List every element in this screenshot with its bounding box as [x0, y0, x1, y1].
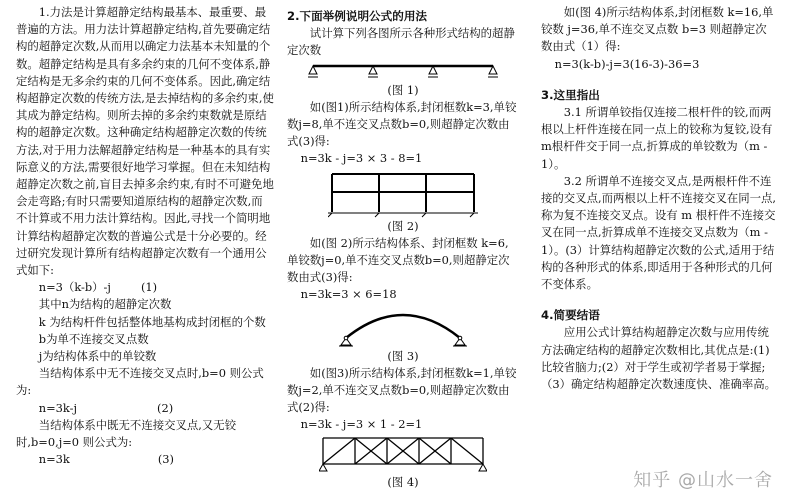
formula-1-text: n=3（k-b）-j	[38, 280, 111, 295]
paragraph-figure-3: 如(图3)所示结构体系,封闭框数k=1,单铰数j=2,单不连交叉点数b=0,则超静定次数由式(2)得:	[287, 365, 517, 415]
definition-j: j为结构体系中的单铰数	[38, 349, 157, 364]
figure-2-multistory-frame	[328, 168, 478, 218]
equation-figure-3: n=3k - j=3 × 1 - 2=1	[300, 417, 423, 432]
column-1	[16, 4, 274, 468]
equation-figure-1: n=3k - j=3 × 3 - 8=1	[300, 151, 423, 166]
paragraph-3-2: 3.2 所谓单不连接交叉点,是两根杆件不连接的交叉点,而两根以上杆不连接交叉在同一点,称为复不连接交叉点。设有 m 根杆件不连接交叉在同一点,折算成单不连接交叉点数为（m - 1）。(3）计算结构超静定次数的公式,适用于结构的各种形式的体系,即适用于各种形式的几何不变体系。	[541, 173, 777, 292]
formula-3-number: (3)	[157, 452, 174, 467]
figure-1-caption: (图 1)	[387, 82, 419, 97]
figure-4-caption: (图 4)	[387, 474, 419, 489]
formula-1	[16, 279, 274, 296]
section-3-heading: 3.这里指出	[541, 87, 600, 102]
formula-1-number: (1)	[140, 280, 158, 295]
column-2	[287, 4, 519, 491]
formula-2	[16, 400, 274, 417]
paragraph-case-b0-j0: 当结构体系中既无不连接交叉点,又无铰时,b=0,j=0 则公式为:	[16, 417, 237, 450]
paragraph-case-b0: 当结构体系中无不连接交叉点时,b=0 则公式为:	[16, 366, 264, 398]
watermark: 知乎 @山水一舍	[633, 470, 773, 491]
paragraph-3-1: 3.1 所谓单铰指仅连接二根杆件的铰,而两根以上杆件连接在同一点上的铰称为复铰,设有m根杆件交于同一点,折算成的单铰数为（m - 1）。	[541, 105, 773, 171]
paragraph-conclusion: 应用公式计算结构超静定次数与应用传统方法确定结构的超静定次数相比,其优点是:(1)比较省脑力;(2）对于学生或初学者易于掌握;（3）确定结构超静定次数速度快、准确率高。	[541, 325, 777, 392]
definition-n: 其中n为结构的超静定次数	[38, 297, 172, 312]
paragraph-figure-2: 如(图 2)所示结构体系、封闭框数 k=6,单铰数j=0,单不连交叉点数b=0,则超静定次数由式(3)得:	[287, 235, 510, 285]
figure-4-truss	[319, 434, 487, 474]
equation-figure-4: n=3(k-b)-j=3(16-3)-36=3	[554, 56, 700, 71]
section-4-heading: 4.简要结语	[541, 308, 600, 323]
definition-b: b为单不连接交叉点数	[38, 331, 149, 346]
section-2-heading: 2.下面举例说明公式的用法	[287, 9, 428, 23]
definition-k: k 为结构杆件包括整体地基构成封闭框的个数	[38, 314, 266, 329]
paragraph-intro: 1.力法是计算超静定结构最基本、最重要、最普遍的方法。用力法计算超静定结构,首先要确定结构的超静定次数,从而用以确定力法基本未知量的个数。超静定结构是具有多余约束的几何不变体系,静定结构是无多余约束的几何不变体系。因此,确定结构超静定次数的传统方法,是去掉结构的多余约束,使其成为静定结构。则所去掉的多余约束数就是原结构的超静定次数。这种确定结构超静定次数的传统方法,对于用力法解超静定结构是一种基本的具有实际意义的方法,需要很好地学习掌握。但在未知结构超静定次数之前,盲目去掉多余约束,有时不可避免地会走弯路;有时只需要知道原结构的超静定次数,而不计算或不用力法计算结构。因此,寻找一个简明地计算结构超静定次数的普遍公式是十分必要的。经过研究发现计算所有结构超静定次数有一个通用公式如下:	[16, 5, 274, 278]
formula-2-number: (2)	[157, 400, 174, 415]
figure-1-continuous-beam	[308, 60, 498, 82]
figure-3-caption: (图 3)	[387, 348, 419, 363]
figure-3-three-hinged-arch	[338, 304, 468, 348]
formula-2-text: n=3k-j	[38, 400, 78, 415]
paragraph-figure-4: 如(图 4)所示结构体系,封闭框数 k=16,单铰数 j=36,单不连交叉点数 b=3 则超静定次数由式（1）得:	[541, 5, 774, 54]
formula-3	[16, 451, 274, 468]
figure-2-caption: (图 2)	[387, 218, 419, 233]
formula-3-text: n=3k	[38, 452, 70, 467]
column-3	[541, 4, 777, 393]
equation-figure-2: n=3k=3 × 6=18	[300, 287, 397, 302]
paragraph-figure-1: 如(图1)所示结构体系,封闭框数k=3,单铰数j=8,单不连交叉点数b=0,则超静定次数由式(3)得:	[287, 99, 517, 149]
paragraph-examples-intro: 试计算下列各图所示各种形式结构的超静定次数	[287, 26, 515, 58]
